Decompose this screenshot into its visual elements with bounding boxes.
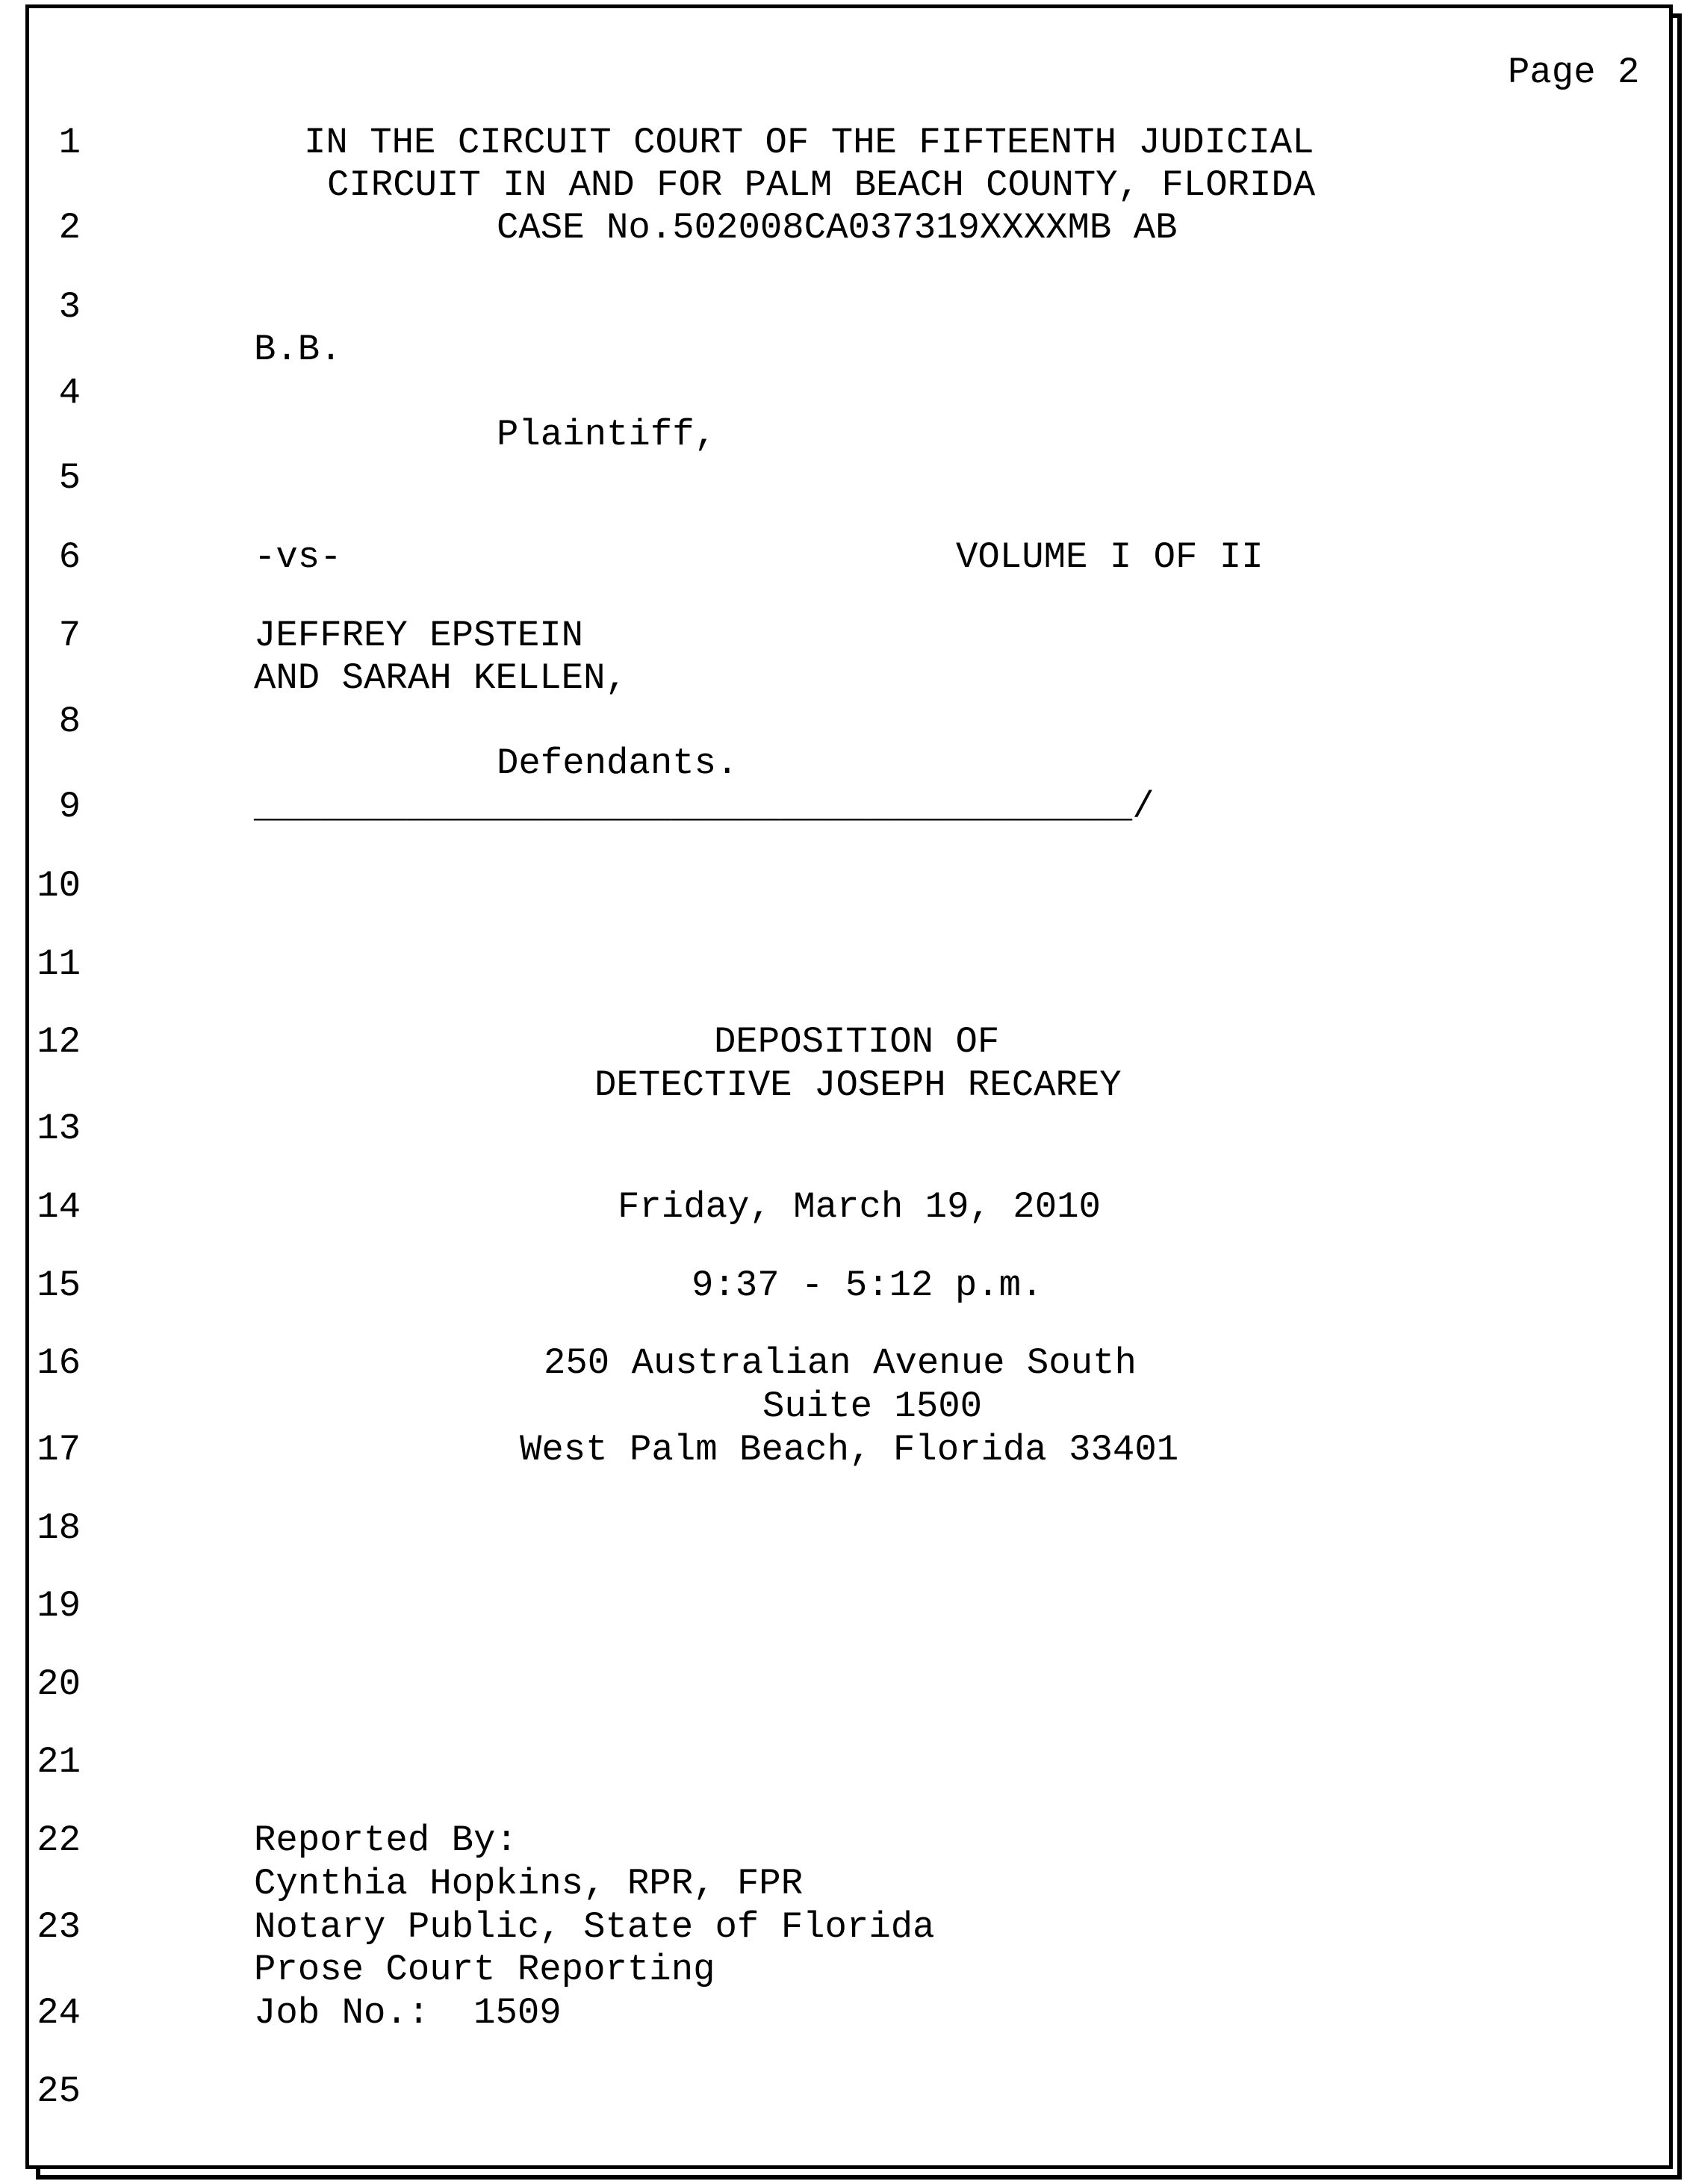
line-number: 16 bbox=[37, 1342, 81, 1384]
deposition-title: DEPOSITION OF bbox=[714, 1021, 1000, 1063]
line-number: 21 bbox=[37, 1741, 81, 1783]
line-number: 17 bbox=[37, 1429, 81, 1471]
court-line-2: CIRCUIT IN AND FOR PALM BEACH COUNTY, FLORIDA bbox=[327, 164, 1316, 206]
line-number: 25 bbox=[37, 2070, 81, 2112]
line-number: 18 bbox=[37, 1507, 81, 1549]
address-line-3: West Palm Beach, Florida 33401 bbox=[520, 1429, 1179, 1471]
page-number: Page 2 bbox=[1508, 52, 1640, 93]
line-number: 3 bbox=[58, 286, 81, 328]
line-number: 4 bbox=[58, 372, 81, 414]
deposition-date: Friday, March 19, 2010 bbox=[618, 1186, 1101, 1228]
line-number: 6 bbox=[58, 536, 81, 578]
line-number: 23 bbox=[37, 1906, 81, 1948]
plaintiff-label: Plaintiff, bbox=[497, 414, 717, 456]
notary-line: Notary Public, State of Florida bbox=[254, 1906, 935, 1948]
defendant-label: Defendants. bbox=[497, 742, 739, 784]
line-number: 14 bbox=[37, 1186, 81, 1228]
court-line-1: IN THE CIRCUIT COURT OF THE FIFTEENTH JUDICIAL bbox=[304, 122, 1314, 164]
line-number: 15 bbox=[37, 1265, 81, 1306]
line-number: 22 bbox=[37, 1820, 81, 1861]
line-number: 2 bbox=[58, 207, 81, 249]
line-number: 11 bbox=[37, 943, 81, 985]
line-number: 10 bbox=[37, 865, 81, 907]
defendant-1: JEFFREY EPSTEIN bbox=[254, 615, 584, 657]
reported-by-label: Reported By: bbox=[254, 1820, 518, 1861]
line-number: 7 bbox=[58, 615, 81, 657]
line-number: 8 bbox=[58, 701, 81, 742]
witness-name: DETECTIVE JOSEPH RECAREY bbox=[594, 1064, 1122, 1106]
address-line-2: Suite 1500 bbox=[762, 1386, 983, 1427]
plaintiff-name: B.B. bbox=[254, 329, 342, 370]
line-number: 24 bbox=[37, 1992, 81, 2034]
address-line-1: 250 Australian Avenue South bbox=[544, 1342, 1137, 1384]
volume-label: VOLUME I OF II bbox=[956, 536, 1264, 578]
deposition-time: 9:37 - 5:12 p.m. bbox=[692, 1265, 1043, 1306]
line-number: 19 bbox=[37, 1585, 81, 1627]
line-number: 20 bbox=[37, 1663, 81, 1705]
reporter-name: Cynthia Hopkins, RPR, FPR bbox=[254, 1863, 804, 1905]
caption-rule: ________________________________________/ bbox=[254, 786, 1155, 828]
job-number: Job No.: 1509 bbox=[254, 1992, 562, 2034]
reporting-company: Prose Court Reporting bbox=[254, 1949, 715, 1991]
line-number: 5 bbox=[58, 457, 81, 499]
line-number: 9 bbox=[58, 786, 81, 828]
line-number: 1 bbox=[58, 122, 81, 164]
versus: -vs- bbox=[254, 536, 342, 578]
line-number: 13 bbox=[37, 1108, 81, 1150]
defendant-2: AND SARAH KELLEN, bbox=[254, 657, 627, 699]
case-number: CASE No.502008CA037319XXXXMB AB bbox=[497, 207, 1178, 249]
line-number: 12 bbox=[37, 1021, 81, 1063]
